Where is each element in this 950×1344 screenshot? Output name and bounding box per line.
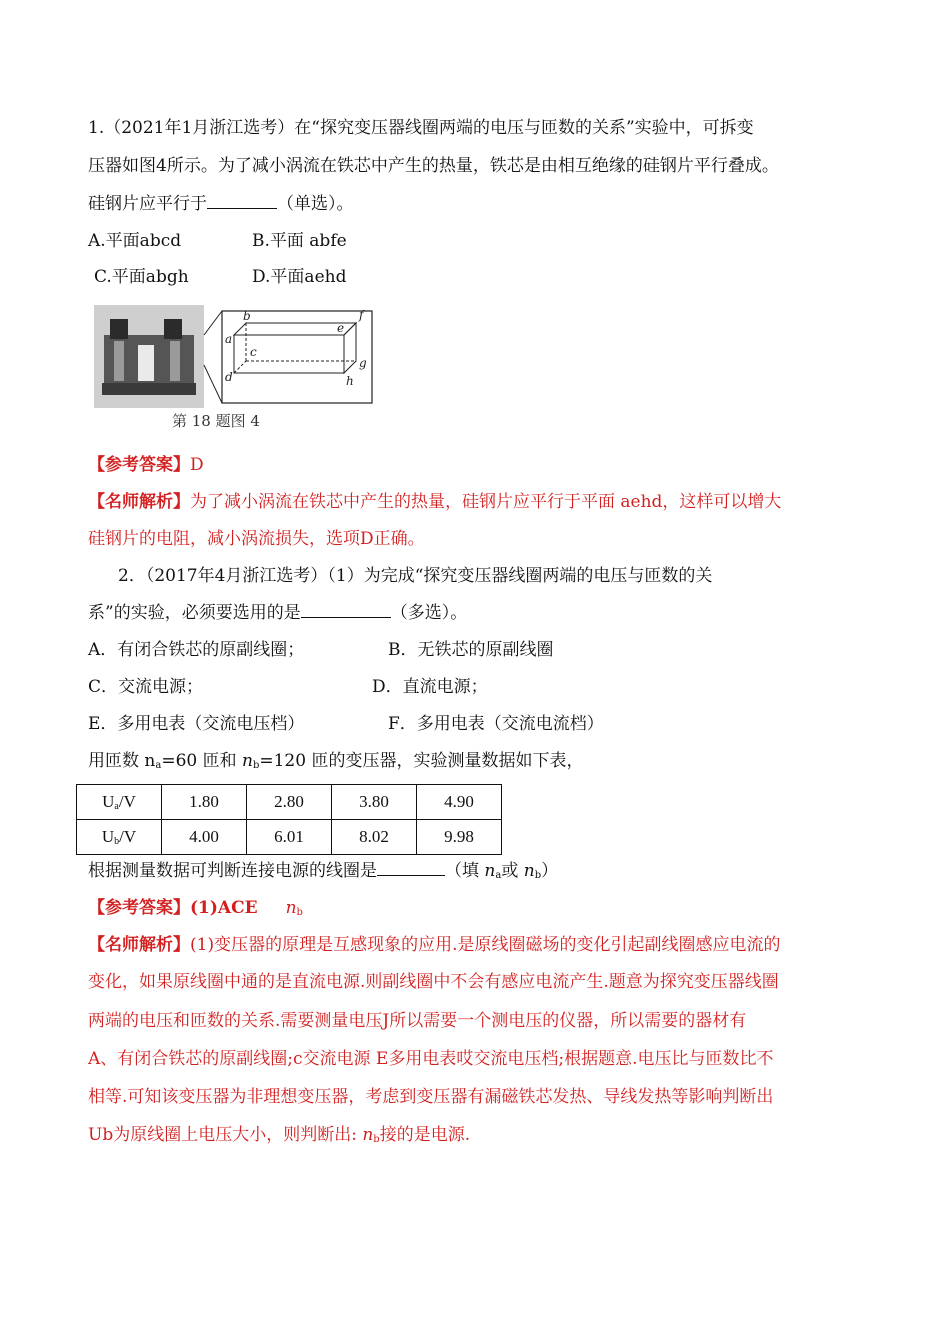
q2-analysis-line-6 <box>88 1123 470 1152</box>
photo-core-middle <box>138 345 154 381</box>
table-cell: 4.90 <box>417 785 502 820</box>
label-d: d <box>225 370 233 384</box>
q1-line-3 <box>88 192 354 216</box>
subscript: b <box>252 760 260 771</box>
table-cell: 4.00 <box>162 820 247 855</box>
answer-blank <box>207 192 277 209</box>
text: 用匝数 n <box>88 751 156 771</box>
q2-line-4 <box>88 859 558 888</box>
label-e: e <box>337 321 345 335</box>
answer-label: 【参考答案】 <box>88 455 190 475</box>
q2-option-d: D．直流电源； <box>372 677 488 697</box>
text: Ub为原线圈上电压大小，则判断出: <box>88 1125 363 1145</box>
q2-answer <box>88 896 303 925</box>
label-b: b <box>243 309 251 323</box>
answer-value: D <box>190 455 204 475</box>
subscript: a <box>495 870 502 881</box>
q2-option-a: A．有闭合铁芯的原副线圈； <box>88 640 305 660</box>
photo-core-right <box>170 341 180 381</box>
table-cell: 8.02 <box>332 820 417 855</box>
q2-analysis-line-5: 相等.可知该变压器为非理想变压器，考虑到变压器有漏磁铁芯发热、导线发热等影响判断出 <box>88 1087 774 1107</box>
table-cell: 2.80 <box>247 785 332 820</box>
text: n <box>484 861 496 881</box>
text: （填 <box>445 861 485 881</box>
q2-line-2-pre: 系”的实验，必须要选用的是 <box>88 603 301 623</box>
q2-option-b: B．无铁芯的原副线圈 <box>388 640 554 660</box>
q2-analysis-line-2: 变化，如果原线圈中通的是直流电源.则副线圈中不会有感应电流产生.题意为探究变压器线圈 <box>88 972 779 992</box>
q1-line-3-pre: 硅钢片应平行于 <box>88 194 207 214</box>
analysis-text: (1)变压器的原理是互感现象的应用.是原线圈磁场的变化引起副线圈感应电流的 <box>190 935 781 955</box>
table-cell: 1.80 <box>162 785 247 820</box>
transformer-figure-svg <box>94 305 379 431</box>
text: 接的是电源. <box>379 1125 471 1145</box>
text: n <box>362 1125 374 1145</box>
figure-caption: 第 18 题图 4 <box>172 412 260 430</box>
table-row <box>77 820 502 855</box>
subscript: b <box>296 907 303 918</box>
q2-analysis-line-1 <box>88 933 780 957</box>
photo-base <box>102 383 196 395</box>
answer-blank <box>301 601 391 618</box>
table-head-cell <box>77 820 162 855</box>
text: /V <box>118 792 136 811</box>
table-cell: 3.80 <box>332 785 417 820</box>
analysis-label: 【名师解析】 <box>88 492 190 512</box>
q2-option-c: C．交流电源； <box>88 677 204 697</box>
text: ） <box>541 861 559 881</box>
q1-option-d: D.平面aehd <box>252 267 347 287</box>
q1-line-1: 1.（2021年1月浙江选考）在“探究变压器线圈两端的电压与匝数的关系”实验中，可拆变 <box>88 118 754 138</box>
answer-blank <box>377 859 445 876</box>
table-head-cell <box>77 785 162 820</box>
transformer-figure <box>94 305 379 431</box>
analysis-text: 为了减小涡流在铁芯中产生的热量，硅钢片应平行于平面 aehd，这样可以增大 <box>190 492 782 512</box>
q1-option-c: C.平面abgh <box>94 267 189 287</box>
subscript: b <box>534 870 542 881</box>
q2-line-1: 2．（2017年4月浙江选考）（1）为完成“探究变压器线圈两端的电压与匝数的关 <box>118 566 713 586</box>
label-f: f <box>359 308 364 322</box>
q1-analysis-line-2: 硅钢片的电阻，减小涡流损失，选项D正确。 <box>88 529 425 549</box>
q1-option-b: B.平面 abfe <box>252 231 347 251</box>
answer-value: (1)ACE <box>190 898 258 918</box>
label-a: a <box>225 332 233 346</box>
q1-analysis-line-1 <box>88 490 781 514</box>
photo-terminal-right <box>164 319 182 339</box>
label-c: c <box>250 345 257 359</box>
text: 或 <box>501 861 524 881</box>
text: U <box>101 827 115 846</box>
text: U <box>102 792 115 811</box>
subscript: a <box>114 801 119 812</box>
q1-line-3-post: （单选）。 <box>277 194 354 214</box>
answer-n: n <box>285 898 297 918</box>
q2-option-e: E．多用电表（交流电压档） <box>88 714 305 734</box>
text: =120 匝的变压器，实验测量数据如下表， <box>259 751 584 771</box>
subscript: b <box>114 836 120 847</box>
q1-answer <box>88 453 204 477</box>
q2-analysis-line-4: A、有闭合铁芯的原副线圈;c交流电源 E多用电表哎交流电压档;根据题意.电压比与匝数比不 <box>88 1049 774 1069</box>
q1-line-2: 压器如图4所示。为了减小涡流在铁芯中产生的热量，铁芯是由相互绝缘的硅钢片平行叠成。 <box>88 156 779 176</box>
q2-analysis-line-3: 两端的电压和匝数的关系.需要测量电压J所以需要一个测电压的仪器，所以需要的器材有 <box>88 1011 747 1031</box>
measurement-table <box>76 784 502 855</box>
table-cell: 9.98 <box>417 820 502 855</box>
photo-core-left <box>114 341 124 381</box>
photo-terminal-left <box>110 319 128 339</box>
subscript: a <box>155 760 162 771</box>
text: =60 匝和 <box>161 751 243 771</box>
q2-line-2-post: （多选）。 <box>390 603 468 623</box>
q2-line-3 <box>88 749 583 778</box>
text: 根据测量数据可判断连接电源的线圈是 <box>88 861 377 881</box>
text: n <box>523 861 535 881</box>
q2-option-f: F．多用电表（交流电流档） <box>388 714 604 734</box>
table-cell: 6.01 <box>247 820 332 855</box>
analysis-label: 【名师解析】 <box>88 935 190 955</box>
label-h: h <box>346 374 354 388</box>
label-g: g <box>359 356 367 370</box>
answer-label: 【参考答案】 <box>88 898 190 918</box>
table-row <box>77 785 502 820</box>
text: /V <box>119 827 137 846</box>
q1-option-a: A.平面abcd <box>88 231 182 251</box>
q2-line-2 <box>88 601 467 625</box>
text: n <box>242 751 253 771</box>
subscript: b <box>373 1134 380 1145</box>
